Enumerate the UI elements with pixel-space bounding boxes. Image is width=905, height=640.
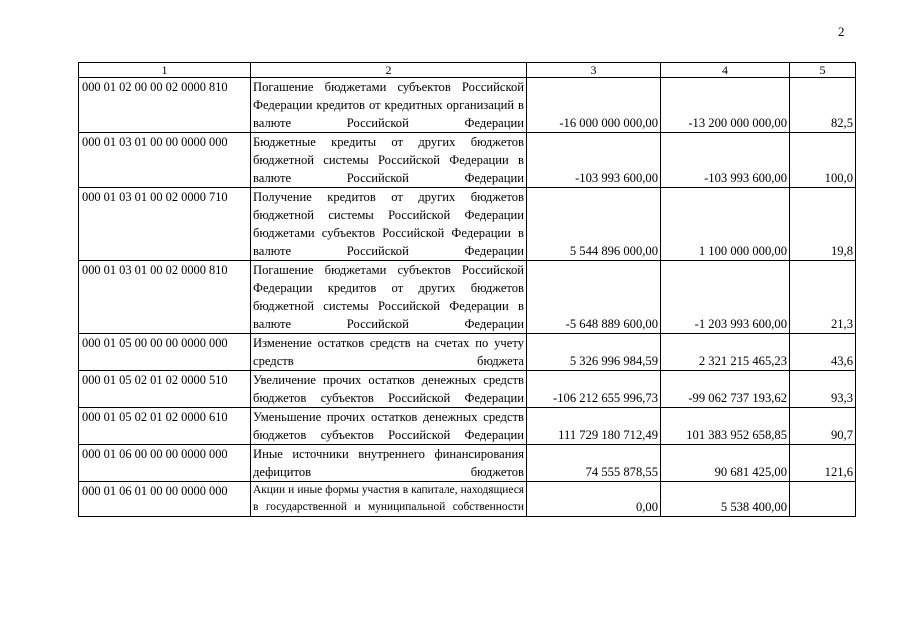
row-name: Иные источники внутреннего финансирования дефицитов бюджетов: [251, 445, 527, 482]
row-col5: 93,3: [790, 371, 856, 408]
table-row: [79, 133, 856, 188]
row-col5: 90,7: [790, 408, 856, 445]
table-row: [79, 408, 856, 445]
row-code: 000 01 05 02 01 02 0000 510: [79, 371, 251, 408]
row-name: Бюджетные кредиты от других бюджетов бюджетной системы Российской Федерации в валюте Российской Федерации: [251, 133, 527, 188]
row-name: Акции и иные формы участия в капитале, находящиеся в государственной и муниципальной собственности: [251, 482, 527, 517]
row-col5: 82,5: [790, 78, 856, 133]
row-col4: 5 538 400,00: [661, 482, 790, 517]
row-col4: -1 203 993 600,00: [661, 261, 790, 334]
row-name: Получение кредитов от других бюджетов бюджетной системы Российской Федерации бюджетами субъектов Российской Федерации в валюте Российской Федерации: [251, 188, 527, 261]
row-col5: 43,6: [790, 334, 856, 371]
row-code: 000 01 05 02 01 02 0000 610: [79, 408, 251, 445]
row-code: 000 01 02 00 00 02 0000 810: [79, 78, 251, 133]
table-row: [79, 445, 856, 482]
row-col5: [790, 482, 856, 517]
row-col3: -5 648 889 600,00: [527, 261, 661, 334]
row-col3: 74 555 878,55: [527, 445, 661, 482]
row-col4: 2 321 215 465,23: [661, 334, 790, 371]
column-header: 5: [790, 63, 856, 78]
row-code: 000 01 03 01 00 02 0000 810: [79, 261, 251, 334]
row-code: 000 01 03 01 00 02 0000 710: [79, 188, 251, 261]
column-header: 1: [79, 63, 251, 78]
row-code: 000 01 03 01 00 00 0000 000: [79, 133, 251, 188]
row-col5: 121,6: [790, 445, 856, 482]
page-number: 2: [838, 24, 845, 39]
budget-sources-table: [78, 62, 856, 517]
table-row: [79, 334, 856, 371]
row-col5: 100,0: [790, 133, 856, 188]
row-col3: 0,00: [527, 482, 661, 517]
row-col5: 21,3: [790, 261, 856, 334]
table-row: [79, 188, 856, 261]
row-col3: 111 729 180 712,49: [527, 408, 661, 445]
row-code: 000 01 05 00 00 00 0000 000: [79, 334, 251, 371]
row-col3: 5 544 896 000,00: [527, 188, 661, 261]
row-col4: -99 062 737 193,62: [661, 371, 790, 408]
row-col4: 1 100 000 000,00: [661, 188, 790, 261]
row-col4: -103 993 600,00: [661, 133, 790, 188]
row-col3: -103 993 600,00: [527, 133, 661, 188]
row-col3: -16 000 000 000,00: [527, 78, 661, 133]
row-name: Погашение бюджетами субъектов Российской Федерации кредитов от кредитных организаций в валюте Российской Федерации: [251, 78, 527, 133]
row-col4: 101 383 952 658,85: [661, 408, 790, 445]
column-header: 4: [661, 63, 790, 78]
row-name: Увеличение прочих остатков денежных средств бюджетов субъектов Российской Федерации: [251, 371, 527, 408]
row-code: 000 01 06 00 00 00 0000 000: [79, 445, 251, 482]
row-col4: -13 200 000 000,00: [661, 78, 790, 133]
row-col3: 5 326 996 984,59: [527, 334, 661, 371]
row-code: 000 01 06 01 00 00 0000 000: [79, 482, 251, 517]
row-col5: 19,8: [790, 188, 856, 261]
column-header: 2: [251, 63, 527, 78]
table-row: [79, 261, 856, 334]
row-name: Погашение бюджетами субъектов Российской Федерации кредитов от других бюджетов бюджетной системы Российской Федерации в валюте Российской Федерации: [251, 261, 527, 334]
table-header-row: [79, 63, 856, 78]
table-row: [79, 371, 856, 408]
table-row: [79, 78, 856, 133]
row-col3: -106 212 655 996,73: [527, 371, 661, 408]
table-row: [79, 482, 856, 517]
row-name: Изменение остатков средств на счетах по учету средств бюджета: [251, 334, 527, 371]
row-name: Уменьшение прочих остатков денежных средств бюджетов субъектов Российской Федерации: [251, 408, 527, 445]
row-col4: 90 681 425,00: [661, 445, 790, 482]
column-header: 3: [527, 63, 661, 78]
